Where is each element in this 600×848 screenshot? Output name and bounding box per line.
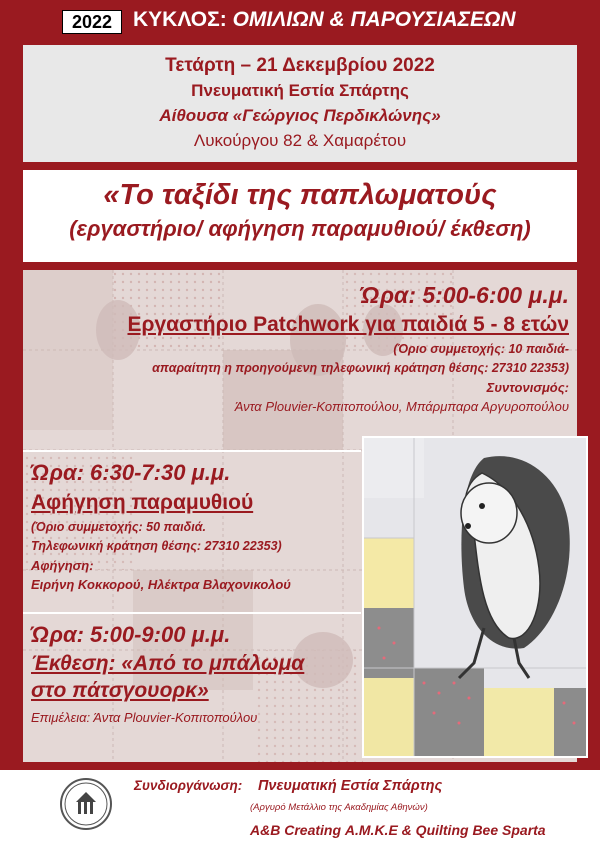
series-title: [133, 8, 516, 32]
series-name: ΟΜΙΛΙΩΝ & ΠΑΡΟΥΣΙΑΣΕΩΝ: [232, 8, 516, 31]
session-3-curator: Επιμέλεια: Άντα Plouvier-Κοπιτοπούλου: [31, 710, 258, 725]
session-3-title-2: στο πάτσγουορκ»: [31, 679, 209, 702]
session-2-time: Ώρα: 6:30-7:30 μ.μ.: [31, 460, 231, 485]
session-2-narr-label: Αφήγηση:: [31, 558, 94, 573]
session-3-time: Ώρα: 5:00-9:00 μ.μ.: [31, 622, 231, 647]
event-date: Τετάρτη – 21 Δεκεμβρίου 2022: [165, 55, 435, 76]
event-info-box: [23, 45, 577, 162]
session-2-narr-names: Ειρήνη Κοκκορού, Ηλέκτρα Βλαχονικολού: [31, 577, 291, 592]
event-hall: Αίθουσα «Γεώργιος Περδικλώνης»: [159, 106, 441, 125]
session-2: [31, 458, 361, 594]
co-organizer-name: Πνευματική Εστία Σπάρτης: [258, 778, 443, 794]
session-2-note-2: Τηλεφωνική κράτηση θέσης: 27310 22353): [31, 539, 282, 553]
event-address: Λυκούργου 82 & Χαμαρέτου: [193, 131, 407, 150]
quilt-photo: [362, 436, 588, 758]
co-organizer-label: Συνδιοργάνωση:: [134, 778, 243, 793]
session-3-title-1: Έκθεση: «Από το μπάλωμα: [31, 652, 305, 675]
session-1-note-2: απαραίτητη η προηγούμενη τηλεφωνική κράτηση θέσης: 27310 22353): [152, 361, 569, 375]
session-1-coord-names: Άντα Plouvier-Κοπιτοπούλου, Μπάρμπαρα Αργυροπούλου: [234, 399, 569, 414]
event-title: «Το ταξίδι της παπλωματούς: [103, 179, 497, 211]
session-1: [29, 280, 569, 416]
series-label: ΚΥΚΛΟΣ:: [133, 8, 227, 31]
session-2-title: Αφήγηση παραμυθιού: [31, 491, 254, 514]
partners: A&B Creating Α.Μ.Κ.Ε & Quilting Bee Sparta: [250, 822, 546, 838]
year-badge: 2022: [62, 10, 122, 34]
award-note: (Αργυρό Μετάλλιο της Ακαδημίας Αθηνών): [250, 802, 428, 813]
event-title-box: [23, 170, 577, 262]
session-1-title: Εργαστήριο Patchwork για παιδιά 5 - 8 ετών: [127, 313, 569, 336]
divider-1: [23, 450, 361, 452]
session-2-note-1: (Όριο συμμετοχής: 50 παιδιά.: [31, 520, 206, 534]
hedgehog-quilt-image: [364, 438, 588, 758]
session-1-time: Ώρα: 5:00-6:00 μ.μ.: [360, 282, 569, 308]
co-organizer: [134, 778, 442, 794]
session-1-coord-label: Συντονισμός:: [486, 380, 569, 395]
event-subtitle: (εργαστήριο/ αφήγηση παραμυθιού/ έκθεση): [69, 216, 531, 241]
divider-2: [23, 612, 361, 614]
venue-seal-logo: [60, 778, 112, 830]
seal-icon: [62, 780, 110, 828]
session-1-note-1: (Όριο συμμετοχής: 10 παιδιά-: [393, 342, 569, 356]
session-3: [31, 620, 371, 727]
event-venue: Πνευματική Εστία Σπάρτης: [191, 81, 409, 100]
